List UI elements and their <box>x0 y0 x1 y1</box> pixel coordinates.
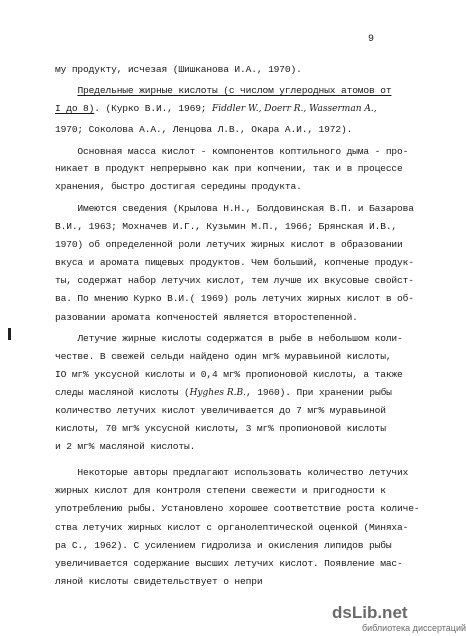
text-run: разовании аромата копченостей является второстепенной. <box>55 312 358 323</box>
text-line <box>55 404 386 417</box>
text-run: ства летучих жирных кислот с органолептической оценкой (Миняха- <box>55 522 409 533</box>
text-line <box>55 145 408 158</box>
page-number: 9 <box>368 34 375 45</box>
watermark-logo-text: dsLib.net <box>332 603 408 622</box>
text-run: Некоторые авторы предлагают использовать количество летучих <box>55 467 409 478</box>
text-run: хранения, быстро достигая середины продукта. <box>55 181 302 192</box>
text-line <box>55 202 414 215</box>
text-line <box>55 502 419 515</box>
text-run <box>55 85 77 96</box>
handwritten-citation: Fiddler W., Doerr R., Wasserman A., <box>212 104 377 114</box>
text-run: 1970; Соколова А.А., Ленцова Л.В., Окара А.И., 1972). <box>55 124 353 135</box>
text-run: ва. По мнению Курко В.И.( 1969) роль летучих жирных кислот в об- <box>55 293 414 304</box>
text-run: ты, содержат набор летучих кислот, тем лучше их вкусовые свойст- <box>55 275 414 286</box>
text-line <box>55 332 403 345</box>
text-line <box>55 440 195 453</box>
text-line <box>55 63 302 76</box>
text-line <box>55 123 352 136</box>
text-line <box>55 256 414 269</box>
text-run: жирных кислот для контроля степени свежести и пригодности к <box>55 485 386 496</box>
text-run: количество летучих кислот увеличивается до 7 мг% муравьиной <box>55 405 386 416</box>
text-run: ляной кислоты свидетельствует о непри <box>55 576 263 587</box>
text-run: Имеются сведения (Крылова Н.Н., Болдовинская В.П. и Базарова <box>55 203 414 214</box>
text-run: и 2 мг% масляной кислоты. <box>55 441 196 452</box>
text-line <box>55 484 386 497</box>
margin-mark <box>8 328 11 340</box>
text-line <box>55 238 403 251</box>
text-run: му продукту, исчезая (Шишканова И.А., 1970). <box>55 64 302 75</box>
underlined-heading: Предельные жирные кислоты (с числом углеродных атомов от <box>77 85 392 96</box>
text-run: ра С., 1962). С усилением гидролиза и окисления липидов рыбы <box>55 540 392 551</box>
underlined-heading: I до 8) <box>55 103 95 114</box>
text-run: следы масляной кислоты ( <box>55 387 190 398</box>
text-run: Основная масса кислот - компонентов коптильного дыма - про- <box>55 146 409 157</box>
text-run: IO мг% уксусной кислоты и 0,4 мг% пропионовой кислоты, а также <box>55 369 403 380</box>
text-line <box>55 350 391 363</box>
text-run: кислоты, 70 мг% уксусной кислоты, 3 мг% пропионовой кислоты <box>55 423 386 434</box>
handwritten-citation: Hyghes R.B. <box>189 388 246 398</box>
text-line <box>55 539 391 552</box>
text-line <box>55 274 414 287</box>
text-line <box>55 162 403 175</box>
text-run: , 1960). При хранении рыбы <box>246 387 392 398</box>
text-line <box>55 521 408 534</box>
watermark-subtitle: библиотека диссертаций <box>362 623 466 633</box>
text-line <box>55 575 262 588</box>
text-run: никает в продукт непрерывно как при копчении, так и в процессе <box>55 163 403 174</box>
text-line <box>55 220 397 233</box>
text-run: В.И., 1963; Мохначев И.Г., Кузьмин М.П., 1966; Брянская И.В., <box>55 221 398 232</box>
text-line <box>55 292 414 305</box>
text-line <box>55 311 358 324</box>
text-line <box>55 557 403 570</box>
text-line <box>55 422 386 435</box>
text-run: Летучие жирные кислоты содержатся в рыбе в небольшом коли- <box>55 333 403 344</box>
text-line <box>55 368 403 381</box>
watermark <box>332 603 466 633</box>
text-run: . (Курко В.И., 1969; <box>94 103 213 114</box>
text-run: употреблению рыбы. Установлено хорошее соответствие роста количе- <box>55 503 420 514</box>
text-line <box>55 180 302 193</box>
text-line <box>55 102 377 116</box>
text-run: честве. В свежей сельди найдено один мг% муравьиной кислоты, <box>55 351 392 362</box>
text-line <box>55 84 391 97</box>
text-line <box>55 466 408 479</box>
text-run: увеличивается содержание высших летучих кислот. Появление мас- <box>55 558 403 569</box>
text-run: вкуса и аромата пищевых продуктов. Чем больший, копченые продук- <box>55 257 414 268</box>
text-run: 1970) об определенной роли летучих жирных кислот в образовании <box>55 239 403 250</box>
text-line <box>55 386 392 400</box>
